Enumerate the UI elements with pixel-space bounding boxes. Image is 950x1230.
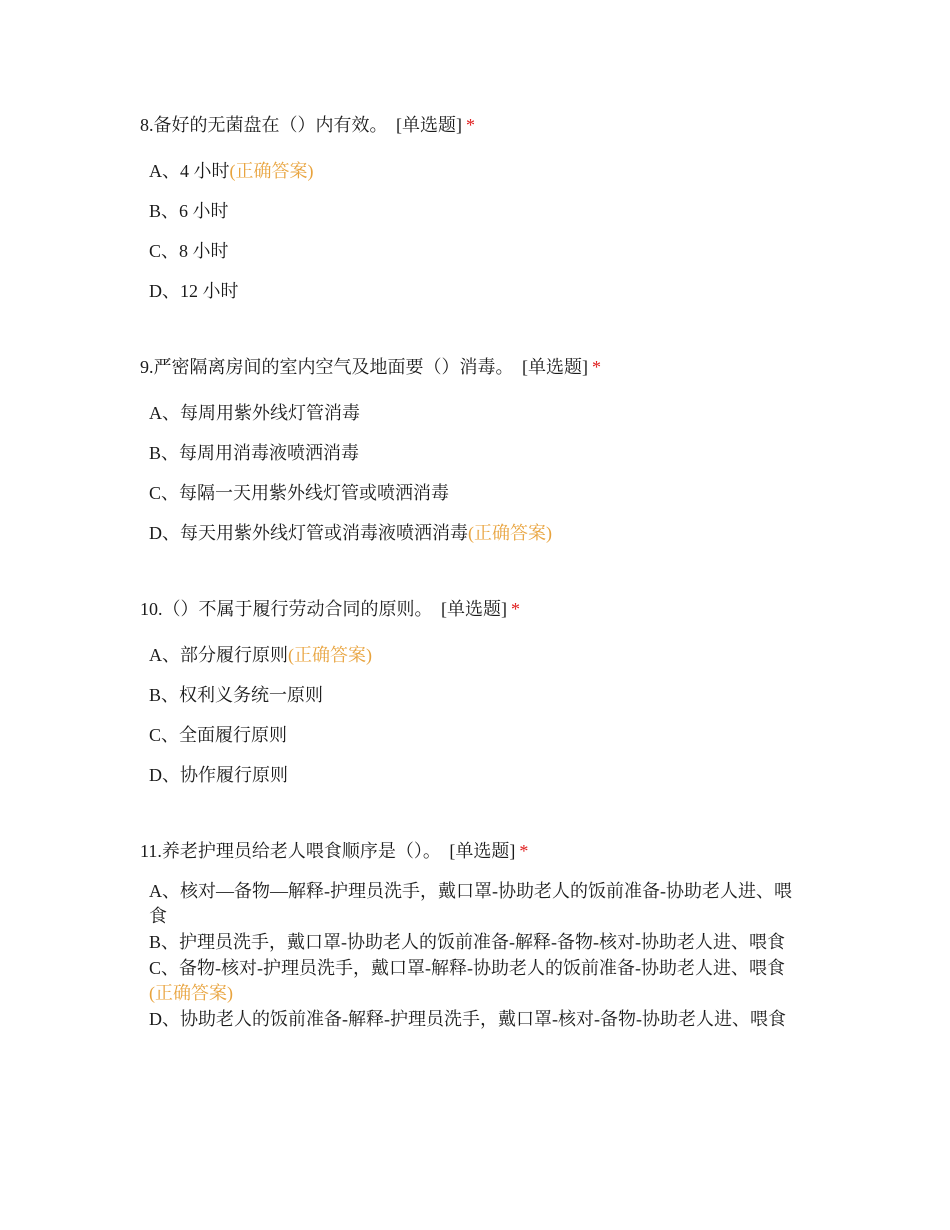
option-text: A、4 小时: [149, 161, 230, 181]
option-b[interactable]: [149, 683, 800, 723]
question-type-tag: [单选题]: [522, 357, 588, 377]
option-b[interactable]: [149, 199, 800, 239]
question-text: 9.严密隔离房间的室内空气及地面要（）消毒。: [140, 357, 514, 377]
question-10: [140, 597, 800, 803]
correct-answer-label: (正确答案): [468, 523, 552, 543]
required-mark: *: [519, 841, 529, 861]
option-list: [140, 643, 800, 803]
option-text: D、协助老人的饭前准备-解释-护理员洗手，戴口罩-核对-备物-协助老人进、喂食: [149, 1009, 786, 1029]
option-text: B、护理员洗手，戴口罩-协助老人的饭前准备-解释-备物-核对-协助老人进、喂食: [149, 932, 785, 952]
question-type-tag: [单选题]: [449, 841, 516, 861]
option-list: [140, 401, 800, 561]
option-list: [140, 879, 800, 1032]
option-text: C、每隔一天用紫外线灯管或喷洒消毒: [149, 483, 450, 503]
required-mark: *: [466, 115, 475, 135]
option-d[interactable]: [149, 279, 800, 319]
question-8: [140, 113, 800, 319]
option-b[interactable]: [149, 930, 797, 955]
question-text: 11.养老护理员给老人喂食顺序是（）。: [140, 841, 441, 861]
option-text: D、协作履行原则: [149, 765, 288, 785]
option-text: C、全面履行原则: [149, 725, 288, 745]
question-title: [140, 113, 800, 137]
question-text: 10.（）不属于履行劳动合同的原则。: [140, 599, 433, 619]
required-mark: *: [511, 599, 520, 619]
question-title: [140, 597, 800, 621]
option-text: C、备物-核对-护理员洗手，戴口罩-解释-协助老人的饭前准备-协助老人进、喂食: [149, 958, 785, 978]
option-b[interactable]: [149, 441, 800, 481]
question-type-tag: [单选题]: [441, 599, 507, 619]
option-text: A、部分履行原则: [149, 645, 288, 665]
option-d[interactable]: [149, 763, 800, 803]
question-title: [140, 355, 800, 379]
option-a[interactable]: [149, 401, 800, 441]
question-11: [140, 839, 800, 1033]
option-text: B、每周用消毒液喷洒消毒: [149, 443, 360, 463]
option-text: D、12 小时: [149, 281, 239, 301]
option-d[interactable]: [149, 1007, 797, 1032]
option-a[interactable]: [149, 159, 800, 199]
correct-answer-label: (正确答案): [149, 983, 233, 1003]
option-a[interactable]: [149, 879, 797, 929]
question-type-tag: [单选题]: [396, 115, 462, 135]
correct-answer-label: (正确答案): [288, 645, 372, 665]
required-mark: *: [592, 357, 601, 377]
option-c[interactable]: [149, 956, 797, 1006]
option-a[interactable]: [149, 643, 800, 683]
option-text: A、每周用紫外线灯管消毒: [149, 403, 360, 423]
question-9: [140, 355, 800, 561]
option-c[interactable]: [149, 239, 800, 279]
option-text: C、8 小时: [149, 241, 229, 261]
option-text: B、6 小时: [149, 201, 229, 221]
question-text: 8.备好的无菌盘在（）内有效。: [140, 115, 388, 135]
option-c[interactable]: [149, 723, 800, 763]
question-title: [140, 839, 800, 863]
option-d[interactable]: [149, 521, 800, 561]
option-text: B、权利义务统一原则: [149, 685, 324, 705]
option-list: [140, 159, 800, 319]
option-text: D、每天用紫外线灯管或消毒液喷洒消毒: [149, 523, 468, 543]
option-c[interactable]: [149, 481, 800, 521]
correct-answer-label: (正确答案): [229, 161, 314, 181]
option-text: A、核对—备物—解释-护理员洗手，戴口罩-协助老人的饭前准备-协助老人进、喂食: [149, 881, 792, 926]
